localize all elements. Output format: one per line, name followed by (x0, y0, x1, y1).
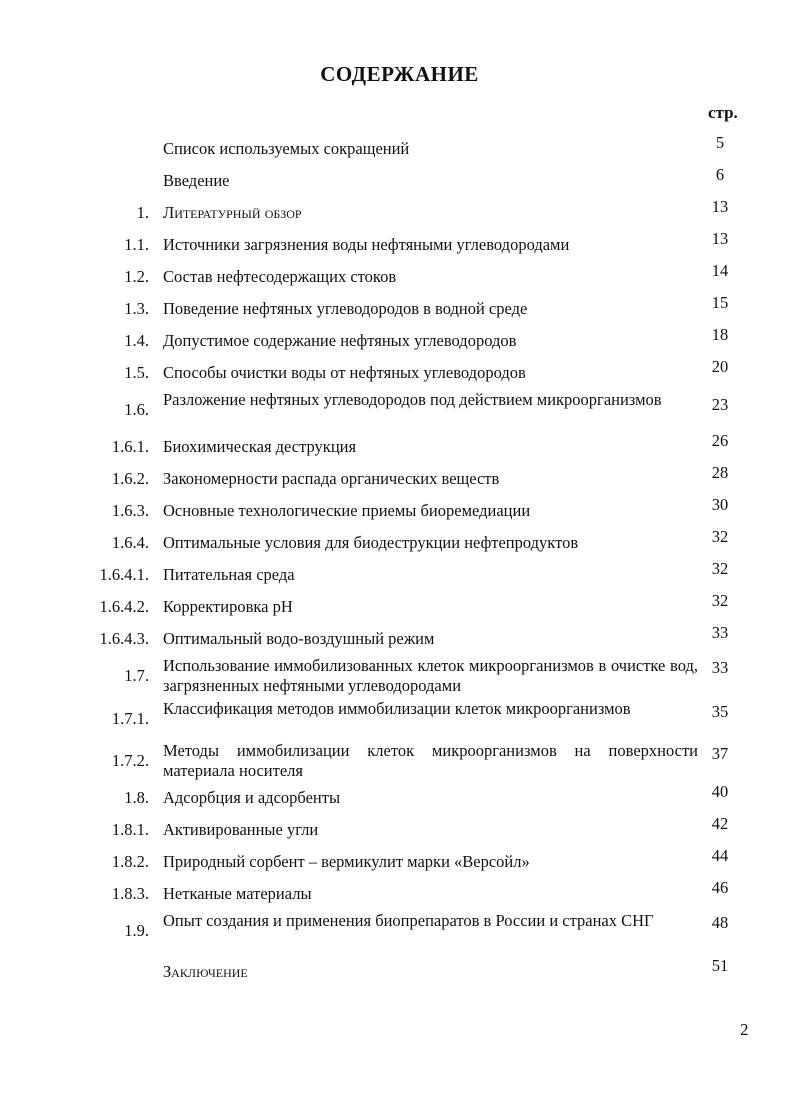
toc-entry-title: Введение (163, 171, 230, 190)
page-column-label: стр. (708, 103, 738, 122)
toc-entry-page: 18 (711, 325, 729, 344)
toc-entry-number: 1.6.2. (111, 469, 149, 488)
toc-entry-page: 33 (711, 658, 729, 677)
toc-entry-number: 1.8.2. (111, 852, 149, 871)
toc-entry-title: Корректировка pH (163, 597, 293, 616)
page-number: 2 (740, 1020, 749, 1039)
toc-entry-title: Классификация методов иммобилизации клеток микроорганизмов (163, 699, 631, 718)
toc-entry-title: Оптимальный водо-воздушный режим (163, 629, 435, 648)
toc-entry-number: 1.7.1. (111, 709, 149, 728)
toc-entry-number: 1.5. (124, 363, 149, 382)
toc-entry-page: 33 (711, 623, 729, 642)
toc-entry-page: 44 (711, 846, 729, 865)
toc-entry-page: 26 (711, 431, 729, 450)
toc-entry-title: Основные технологические приемы биоремедиации (163, 501, 531, 520)
toc-entry-page: 37 (711, 744, 729, 763)
toc-entry-title: Список используемых сокращений (163, 139, 410, 158)
toc-entry-page: 32 (711, 527, 729, 546)
toc-entry-page: 32 (711, 591, 729, 610)
toc-entry-page: 42 (711, 814, 729, 833)
toc-entry-number: 1.6.1. (111, 437, 149, 456)
toc-entry-page: 32 (711, 559, 729, 578)
toc-entry-page: 5 (715, 133, 725, 152)
toc-entry-title: Опыт создания и применения биопрепаратов в России и странах СНГ (163, 911, 654, 930)
toc-entry-number: 1.8.3. (111, 884, 149, 903)
toc-entry-page: 28 (711, 463, 729, 482)
toc-entry-title: Оптимальные условия для биодеструкции нефтепродуктов (163, 533, 579, 552)
toc-entry-title: Методы иммобилизации клеток микроорганизмов на поверхности материала носителя (163, 741, 698, 780)
page-title: СОДЕРЖАНИЕ (320, 62, 479, 86)
toc-entry-title: Природный сорбент – вермикулит марки «Версойл» (163, 852, 530, 871)
toc-entry-number: 1.7. (124, 666, 149, 685)
toc-entry-title: Способы очистки воды от нефтяных углеводородов (163, 363, 526, 382)
toc-entry-page: 13 (711, 197, 729, 216)
toc-entry-number: 1. (136, 203, 149, 222)
toc-entry-number: 1.2. (124, 267, 149, 286)
toc-entry-page: 14 (711, 261, 729, 280)
toc-entry-title: Закономерности распада органических веществ (163, 469, 500, 488)
toc-entry-title: Использование иммобилизованных клеток микроорганизмов в очистке вод, загрязненных нефтяными углеводородами (163, 656, 698, 695)
toc-entry-page: 23 (711, 395, 729, 414)
toc-entry-title: Разложение нефтяных углеводородов под действием микроорганизмов (163, 390, 662, 409)
toc-entry-number: 1.1. (124, 235, 149, 254)
toc-entry-number: 1.8.1. (111, 820, 149, 839)
toc-entry-title: Нетканые материалы (163, 884, 312, 903)
toc-entry-page: 51 (711, 956, 729, 975)
toc-entry-number: 1.9. (124, 921, 149, 940)
toc-entry-title: Биохимическая деструкция (163, 437, 357, 456)
toc-entry-title: Поведение нефтяных углеводородов в водной среде (163, 299, 528, 318)
toc-entry-page: 40 (711, 782, 729, 801)
toc-entry-number: 1.8. (124, 788, 149, 807)
toc-entry-title: Заключение (163, 962, 248, 981)
toc-entry-title: Источники загрязнения воды нефтяными углеводородами (163, 235, 570, 254)
toc-entry-number: 1.6.4.3. (99, 629, 149, 648)
toc-entry-number: 1.4. (124, 331, 149, 350)
toc-entry-number: 1.7.2. (111, 751, 149, 770)
toc-entry-number: 1.6.4. (111, 533, 149, 552)
toc-entry-title: Питательная среда (163, 565, 295, 584)
toc-entry-page: 13 (711, 229, 729, 248)
toc-entry-title: Состав нефтесодержащих стоков (163, 267, 397, 286)
toc-entry-title: Допустимое содержание нефтяных углеводородов (163, 331, 517, 350)
toc-entry-title: Литературный обзор (163, 203, 302, 222)
toc-entry-page: 20 (711, 357, 729, 376)
toc-entry-number: 1.3. (124, 299, 149, 318)
toc-entry-number: 1.6. (124, 400, 149, 419)
toc-entry-number: 1.6.4.1. (99, 565, 149, 584)
toc-entry-page: 30 (711, 495, 729, 514)
toc-entry-title: Активированные угли (163, 820, 319, 839)
toc-entry-page: 48 (711, 913, 729, 932)
toc-entry-page: 35 (711, 702, 729, 721)
toc-entry-number: 1.6.3. (111, 501, 149, 520)
toc-entry-page: 46 (711, 878, 729, 897)
toc-entry-page: 15 (711, 293, 729, 312)
toc-entry-number: 1.6.4.2. (99, 597, 149, 616)
toc-entry-title: Адсорбция и адсорбенты (163, 788, 341, 807)
toc-entry-page: 6 (715, 165, 725, 184)
